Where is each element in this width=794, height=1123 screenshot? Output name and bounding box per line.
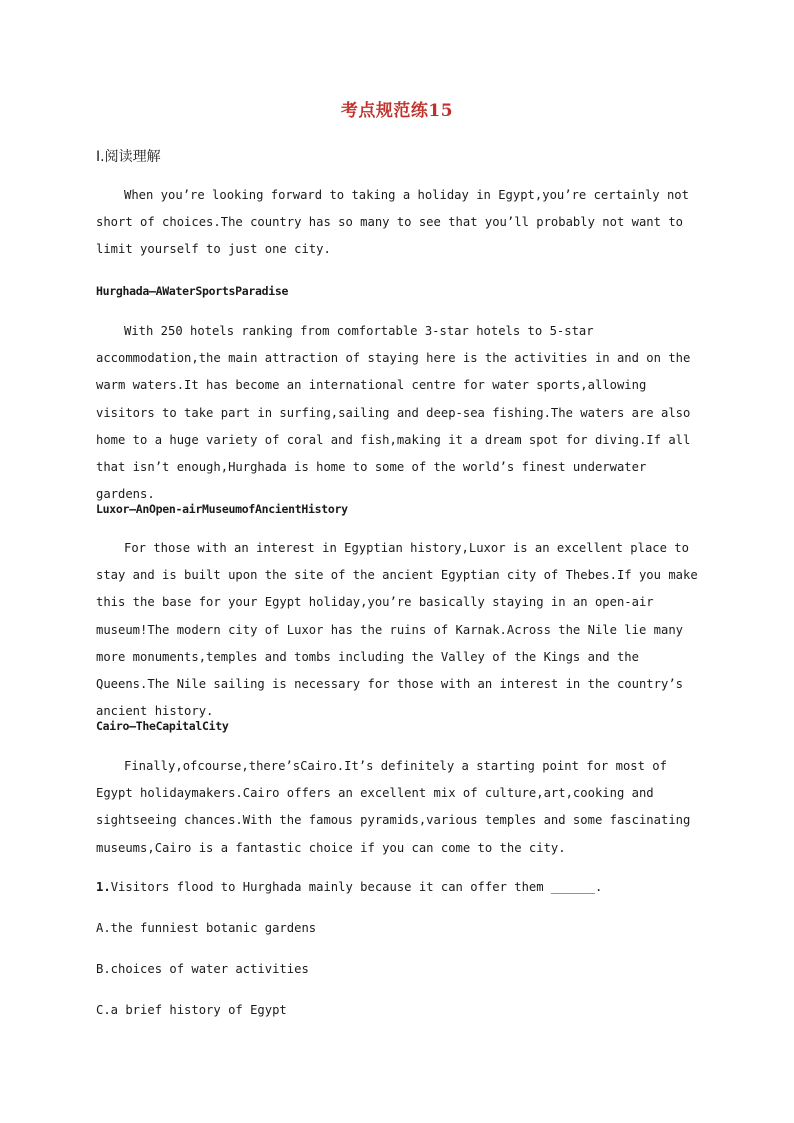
section-heading-hurghada: Hurghada—AWaterSportsParadise bbox=[96, 284, 289, 298]
question-number: 1. bbox=[96, 880, 111, 894]
option-c: C.a brief history of Egypt bbox=[96, 1003, 287, 1017]
section-body-hurghada: With 250 hotels ranking from comfortable 3-star hotels to 5-star accommodation,the main attraction of staying here is the activities in and on the warm waters.It has become an international centre for water sports,allowing visitors to take part in surfing,sailing and deep-sea fishing.The waters are also home to a huge variety of coral and fish,making it a dream spot for diving.If all that isn’t enough,Hurghada is home to some of the world’s finest underwater gardens. bbox=[96, 324, 691, 502]
question-text: Visitors flood to Hurghada mainly because it can offer them ______. bbox=[110, 880, 603, 894]
intro-paragraph: When you’re looking forward to taking a holiday in Egypt,you’re certainly not short of choices.The country has so many to see that you’ll probably not want to limit yourself to just one city. bbox=[96, 188, 689, 257]
section-body-block-hurghada bbox=[96, 318, 700, 508]
section-body-block-cairo bbox=[96, 753, 700, 862]
section-label: Ⅰ.阅读理解 bbox=[96, 149, 161, 165]
question-1 bbox=[96, 880, 602, 894]
section-heading-luxor: Luxor—AnOpen-airMuseumofAncientHistory bbox=[96, 502, 348, 516]
section-body-luxor: For those with an interest in Egyptian history,Luxor is an excellent place to stay and is built upon the site of the ancient Egyptian city of Thebes.If you make this the base for your Egypt holiday,you’re basically staying in an open-air museum!The modern city of Luxor has the ruins of Karnak.Across the Nile lie many more monuments,temples and tombs including the Valley of the Kings and the Queens.The Nile sailing is necessary for those with an interest in the country’s ancient history. bbox=[96, 541, 698, 719]
section-heading-cairo: Cairo—TheCapitalCity bbox=[96, 719, 229, 733]
intro-paragraph-block bbox=[96, 182, 700, 264]
option-a: A.the funniest botanic gardens bbox=[96, 921, 317, 935]
section-body-block-luxor bbox=[96, 535, 700, 725]
page-title: 考点规范练15 bbox=[340, 101, 454, 121]
section-body-cairo: Finally,ofcourse,there’sCairo.It’s definitely a starting point for most of Egypt holidaymakers.Cairo offers an excellent mix of culture,art,cooking and sightseeing chances.With the famous pyramids,various temples and some fascinating museums,Cairo is a fantastic choice if you can come to the city. bbox=[96, 759, 691, 855]
option-b: B.choices of water activities bbox=[96, 962, 309, 976]
